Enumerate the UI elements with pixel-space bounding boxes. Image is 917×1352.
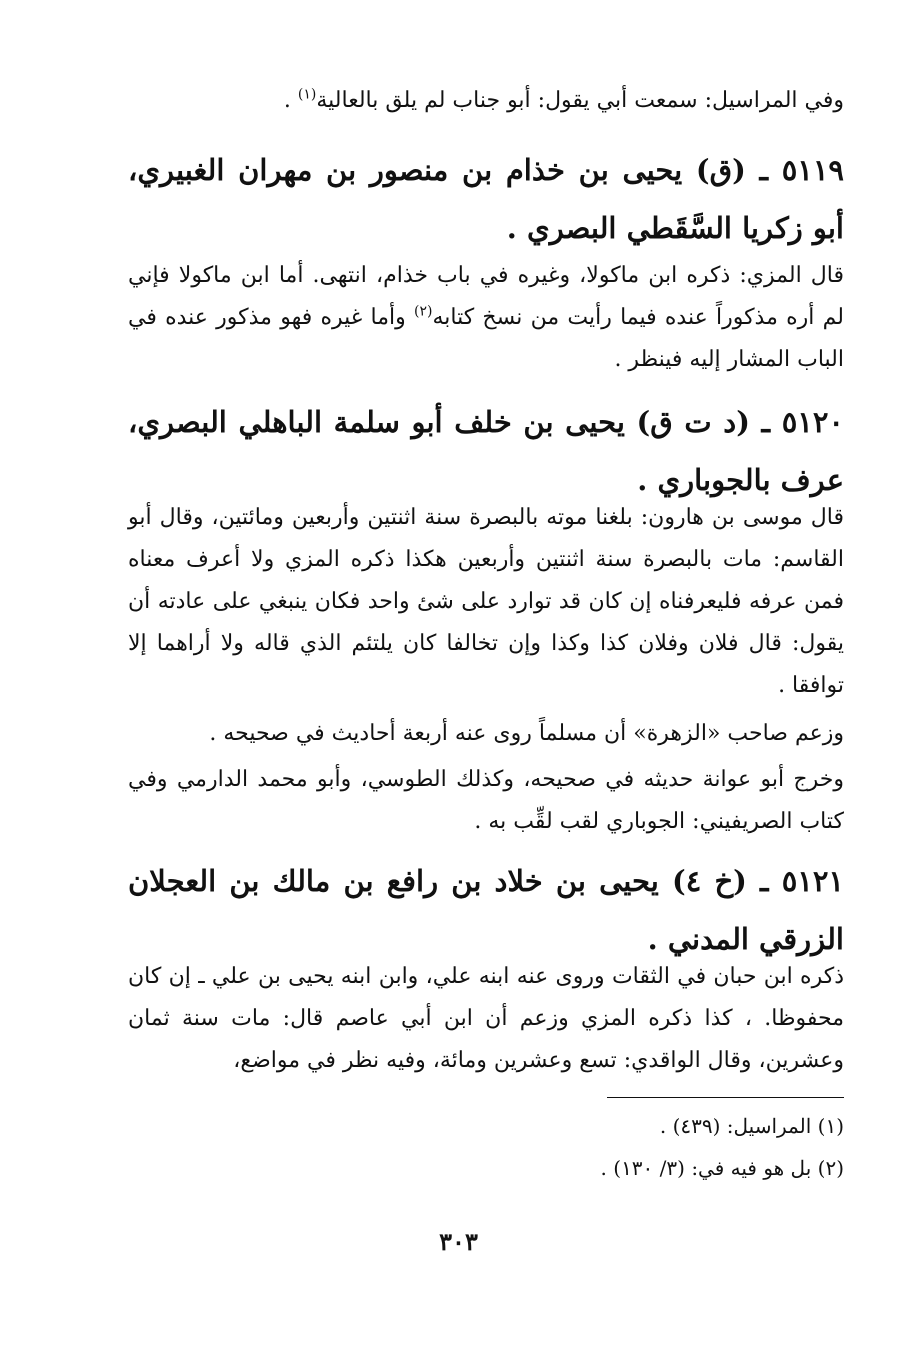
- entry-heading: ٥١٢٠ ـ (د ت ق) يحيى بن خلف أبو سلمة الباهلي البصري، عرف بالجوباري .: [128, 405, 844, 497]
- entry-paragraph: ذكره ابن حبان في الثقات وروى عنه ابنه علي، وابن ابنه يحيى بن علي ـ إن كان محفوظا. ، كذا ذكره المزي وزعم أن ابن أبي عاصم قال: مات سنة ثمان وعشرين، وقال الواقدي: تسع وعشرين ومائة، وفيه نظر في مواضع،: [128, 964, 844, 1073]
- entry-heading: ٥١٢١ ـ (خ ٤) يحيى بن خلاد بن رافع بن مالك بن العجلان الزرقي المدني .: [128, 864, 844, 956]
- entry-5121-body: [128, 956, 844, 1082]
- entry-5121: [128, 852, 844, 968]
- entry-5120-body: [128, 497, 844, 843]
- intro-block: [128, 80, 844, 122]
- entry-paragraph: وخرج أبو عوانة حديثه في صحيحه، وكذلك الطوسي، وأبو محمد الدارمي وفي كتاب الصريفيني: الجوباري لقب لقِّب به .: [128, 767, 844, 834]
- intro-paragraph: وفي المراسيل: سمعت أبي يقول: أبو جناب لم يلق بالعالية$^{(١)}$ .: [283, 86, 844, 113]
- footnote-2: (٢) بل هو فيه في: (٣/ ١٣٠) .: [600, 1156, 844, 1180]
- entry-5120: [128, 393, 844, 509]
- page-number: ٣٠٣: [439, 1227, 478, 1256]
- footnote-ref: (٢): [413, 303, 433, 320]
- footnote-ref: (١): [297, 86, 317, 103]
- entry-heading: ٥١١٩ ـ (ق) يحيى بن خذام بن منصور بن مهران الغبيري، أبو زكريا السَّقَطي البصري .: [128, 153, 844, 245]
- entry-paragraph: قال المزي: ذكره ابن ماكولا، وغيره في باب خذام، انتهى. أما ابن ماكولا فإني لم أره مذكوراً عنده فيما رأيت من نسخ كتابه$^{(٢)}$ وأما غيره فهو مذكور عنده في الباب المشار إليه فينظر .: [128, 263, 844, 372]
- footnote-1: (١) المراسيل: (٤٣٩) .: [659, 1114, 844, 1138]
- entry-5119-body: [128, 255, 844, 381]
- footnote-divider: [607, 1097, 844, 1098]
- entry-paragraph: وزعم صاحب «الزهرة» أن مسلماً روى عنه أربعة أحاديث في صحيحه .: [209, 721, 844, 746]
- entry-paragraph: قال موسى بن هارون: بلغنا موته بالبصرة سنة اثنتين وأربعين ومائتين، وقال أبو القاسم: مات بالبصرة سنة اثنتين وأربعين هكذا ذكره المزي ولا أعرف معناه فمن عرفه فليعرفناه إن كان قد توارد على شئ واحد فكان ينبغي على عادته أن يقول: قال فلان وفلان كذا وكذا وإن تخالفا كان يلتئم الذي قاله ولا أراهما إلا توافقا .: [128, 505, 844, 698]
- footnotes: [128, 1105, 844, 1189]
- entry-5119: [128, 141, 844, 257]
